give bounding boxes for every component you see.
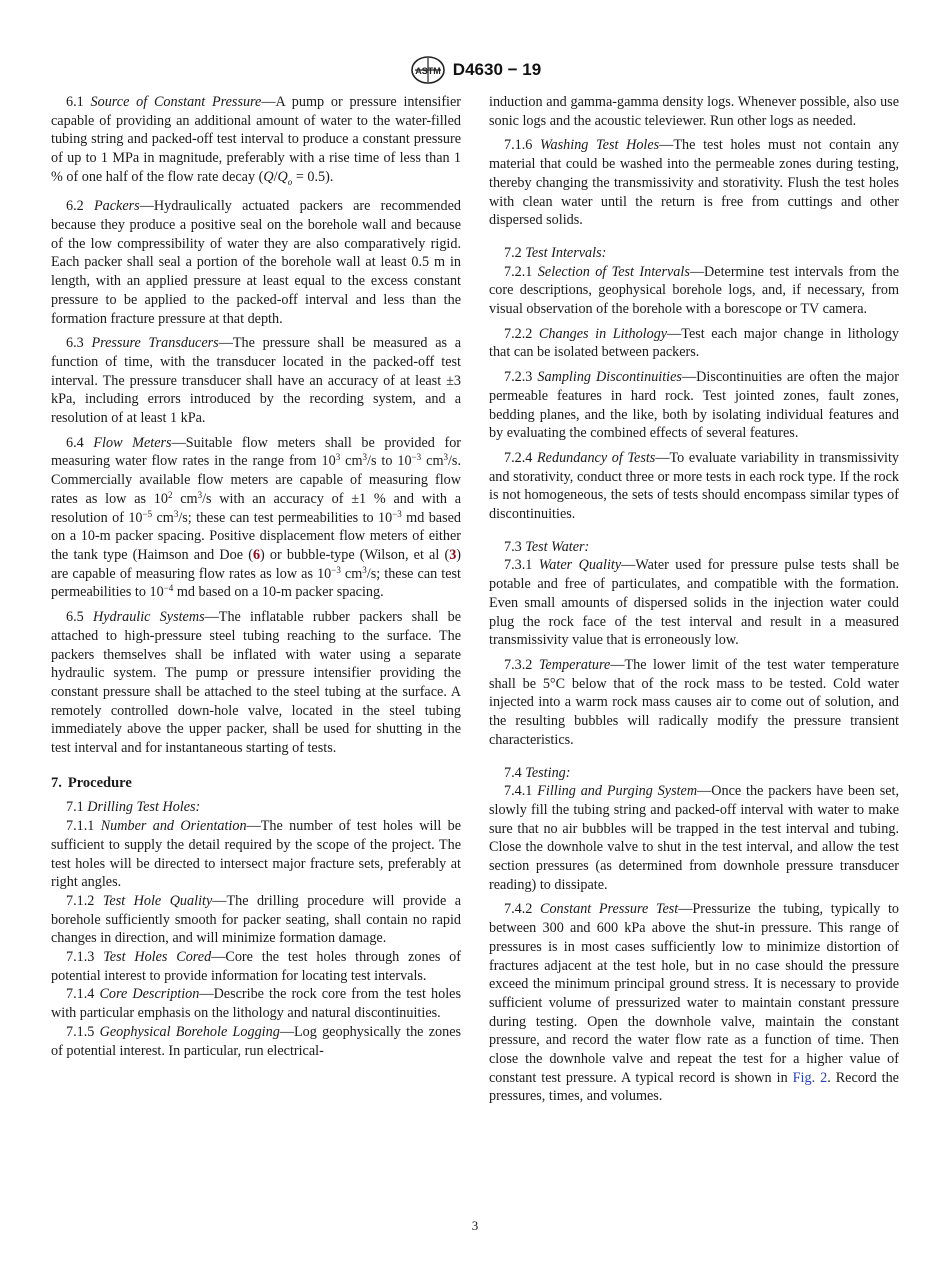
paragraph-6-4: 6.4 Flow Meters—Suitable flow meters shall be provided for measuring water flow rates in the range from $10^3$ $cm^3/s$ to $10^{-3}$ $cm^3/s$. Commercially available flow meters are capable of measuring flow rates as low as $10^2$ $cm^3/s$ with an accuracy of ±1 % and with a resolution of $10^{-5}$ $cm^3/s$; these can test permeabilities to $10^{-3}$ md based on a 10-m packer spacing. Positive displacement flow meters of either the tank type (Haimson and Doe (6) or bubble-type (Wilson, et al (3) are capable of measuring flow rates as low as $10^{-3}$ $cm^3/s$; these can test permeabilities to $10^{-4}$ md based on a 10-m packer spacing. (51, 434, 462, 601)
paragraph-7-1-6: 7.1.6 Washing Test Holes—The test holes must not contain any material that could be washed into the permeable zones during testing, thereby changing the transmissivity and storativity. Flush the test holes with clean water until the return is free from cuttings and other dispersed solids. (489, 137, 899, 229)
paragraph-7-1-3: 7.1.3 Test Holes Cored—Core the test holes through zones of potential interest to provide information for locating test intervals. (51, 949, 462, 984)
svg-text:ASTM: ASTM (415, 66, 441, 76)
section-heading-procedure: 7. Procedure (51, 774, 132, 791)
paragraph-6-3: 6.3 Pressure Transducers—The pressure shall be measured as a function of time, with the transducer located in the packed-off test interval. The pressure transducer shall have an accuracy of at least ±3 kPa, including errors introduced by the recording system, and a resolution of at least 1 kPa. (51, 335, 462, 427)
astm-logo-icon (409, 55, 447, 85)
paragraph-7-2-2: 7.2.2 Changes in Lithology—Test each major change in lithology that can be isolated between packers. (489, 325, 899, 361)
paragraph-6-5: 6.5 Hydraulic Systems—The inflatable rubber packers shall be attached to high-pressure steel tubing reaching to the surface. The packers themselves shall be inflated with water using a separate hydraulic system. The pump or pressure intensifier providing the constant pressure shall be attached to the steel tubing at the surface. A remotely controlled down-hole valve, located in the steel tubing immediately above the upper packer, shall be used for shutting in the test interval and for instantaneous starting of tests. (51, 609, 462, 757)
page-number: 3 (471, 1218, 479, 1233)
right-column (489, 93, 899, 1112)
paragraph-7-3-2: 7.3.2 Temperature—The lower limit of the test water temperature shall be 5°C below that of the rock mass to be tested. Cold water injected into a warm rock mass causes air to come out of solution, and the resulting bubbles will radically modify the pressure transient characteristics. (489, 656, 900, 748)
paragraph-7-4-2: 7.4.2 Constant Pressure Test—Pressurize the tubing, typically to between 300 and 600 kPa above the shut-in pressure. This range of pressures is in most cases sufficiently low to minimize distortion of fractures adjacent at the test hole, but in no case should the pressure exceed the minimum principal ground stress. It is necessary to provide sufficient volume of pressurized water to maintain constant pressure during testing. Open the downhole valve, maintain the constant pressure, and record the water flow rate as a function of time. Then close the downhole valve and repeat the test for a higher value of constant test pressure. A typical record is shown in Fig. 2. Record the pressures, times, and volumes. (489, 901, 900, 1105)
paragraph-continuation: induction and gamma-gamma density logs. Whenever possible, also use sonic logs and the acoustic televiewer. Run other logs as needed. (489, 94, 899, 129)
left-column (51, 93, 461, 1060)
paragraph-7-2-4: 7.2.4 Redundancy of Tests—To evaluate variability in transmissivity and storativity, conduct three or more tests in each rock type. If the rock is not homogeneous, the sets of tests should encompass similar types of discontinuities. (489, 449, 900, 523)
paragraph-6-1: 6.1 Source of Constant Pressure—A pump or pressure intensifier capable of providing an additional amount of water to the water-filled tubing string and packed-off test interval to produce a constant pressure of up to 1 MPa in magnitude, preferably with a rise time of less than 1 % of one half of the flow rate decay $(Q/Q_o = 0.5)$. (51, 94, 462, 187)
figure-2-link[interactable]: Fig. 2 (792, 1069, 828, 1086)
paragraph-7-2: 7.2 Test Intervals: (504, 244, 607, 261)
paragraph-7-1-2: 7.1.2 Test Hole Quality—The drilling procedure will provide a borehole sufficiently smooth for packer seating, shall contain no rapid changes in direction, and will minimize formation damage. (51, 892, 461, 947)
paragraph-7-4-1: 7.4.1 Filling and Purging System—Once the packers have been set, slowly fill the tubing string and packed-off interval with water to make sure that no air bubbles will be trapped in the test interval and tubing. Close the downhole valve to shut in the test interval, and allow the test section pressures (as determined from downhole pressure transducer reading) to dissipate. (489, 783, 899, 893)
reference-link[interactable]: 6 (252, 547, 261, 563)
paragraph-7-1: 7.1 Drilling Test Holes: (66, 799, 201, 816)
document-id: D4630 − 19 (452, 60, 542, 79)
page-header (0, 55, 950, 85)
reference-link[interactable]: 3 (449, 547, 457, 563)
paragraph-7-1-4: 7.1.4 Core Description—Describe the rock core from the test holes with particular emphasis on the lithology and natural discontinuities. (51, 986, 462, 1022)
paragraph-7-1-1: 7.1.1 Number and Orientation—The number of test holes will be sufficient to supply the detail required by the scope of the project. The test holes will be directed to intersect major fracture sets, preferably at right angles. (51, 818, 462, 891)
paragraph-7-2-3: 7.2.3 Sampling Discontinuities—Discontinuities are often the major permeable features in hard rock. Test jointed zones, fault zones, bedding planes, and the like, both by isolating individual features and by evaluating the combined effects of several features. (489, 369, 900, 442)
paragraph-7-3-1: 7.3.1 Water Quality—Water used for pressure pulse tests shall be potable and free of particulates, and compatible with the formation. Even small amounts of dispersed solids in the injection water could plug the rock face of the test interval and result in a measured transmissivity value that is erroneously low. (489, 557, 899, 649)
paragraph-7-4: 7.4 Testing: (504, 764, 571, 781)
paragraph-7-3: 7.3 Test Water: (504, 538, 590, 555)
paragraph-7-1-5: 7.1.5 Geophysical Borehole Logging—Log geophysically the zones of potential interest. In particular, run electrical- (51, 1023, 462, 1059)
paragraph-7-2-1: 7.2.1 Selection of Test Intervals—Determine test intervals from the core descriptions, geophysical borehole logs, and, if necessary, from visual observation of the borehole with a borescope or TV camera. (489, 263, 900, 318)
paragraph-6-2: 6.2 Packers—Hydraulically actuated packers are recommended because they produce a positive seal on the borehole wall and because of the low compressibility of water they are also comparatively rigid. Each packer shall seal a portion of the borehole wall at least 0.5 m in length, with an applied pressure at least equal to the excess constant pressure to be applied to the packed-off interval and less than the formation fracture pressure at that depth. (51, 198, 462, 327)
